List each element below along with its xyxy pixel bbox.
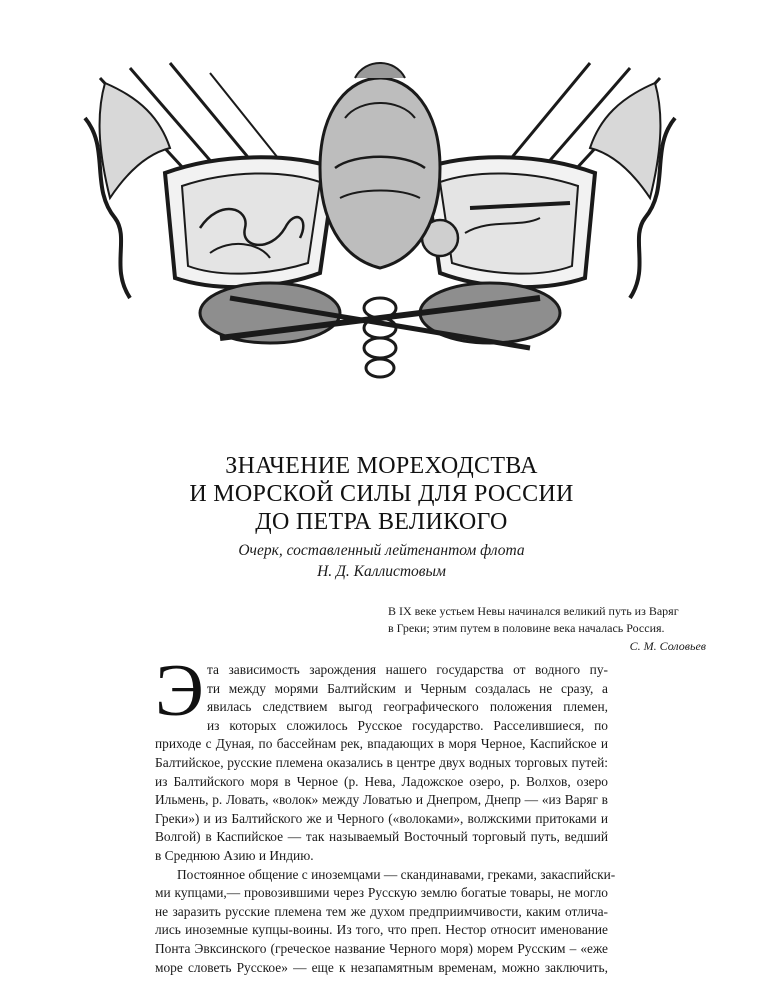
subtitle-line: Н. Д. Каллистовым: [317, 563, 446, 580]
epigraph-author: С. М. Соловьев: [629, 639, 706, 653]
text-line: Волгой) в Каспийское — так называемый Восточный торговый путь, ведший: [155, 829, 608, 845]
text-line: в Среднюю Азию и Индию.: [155, 847, 314, 863]
trophy-ornament-illustration: [70, 58, 690, 388]
drop-cap: Э: [155, 650, 204, 732]
text-line: Постоянное общение с иноземцами — скандинавами, греками, закаспийски-: [177, 866, 616, 882]
text-line: приходе с Дуная, по бассейнам рек, впадающих в моря Черное, Каспийское и: [155, 736, 608, 752]
body-text: [155, 661, 616, 977]
epigraph: [388, 603, 706, 655]
epigraph-line: в Греки; этим путем в половине века началась Россия.: [388, 620, 665, 635]
text-line: лись иноземные купцы-воины. Из того, что преп. Нестор относит именование: [155, 922, 608, 938]
chapter-subtitle: [0, 540, 763, 582]
text-line: Балтийское, русские племена оказались в центре двух водных торговых путей:: [155, 754, 608, 770]
text-line: из которых сложилось Русское государство. Расселившиеся, по: [207, 717, 608, 733]
text-line: та зависимость зарождения нашего государства от водного пу-: [207, 662, 608, 677]
text-line: Понта Эвксинского (греческое название Черного моря) морем Русским – «еже: [155, 940, 608, 956]
subtitle-line: Очерк, составленный лейтенантом флота: [238, 542, 525, 559]
title-line: ЗНАЧЕНИЕ МОРЕХОДСТВА: [225, 453, 538, 479]
text-line: Ильмень, р. Ловать, «волок» между Ловатью и Днепром, Днепр — «из Варяг в: [155, 792, 608, 808]
text-line: не заразить русские племена тем же духом предприимчивости, каким отлича-: [155, 903, 608, 919]
title-line: И МОРСКОЙ СИЛЫ ДЛЯ РОССИИ: [189, 481, 574, 507]
text-line: явилась следствием выгод географического положения племен,: [207, 699, 608, 715]
text-line: ми купцами,— провозившими через Русскую землю богатые товары, не могло: [155, 885, 608, 901]
text-line: ти между морями Балтийским и Черным создалась не сразу, а: [207, 680, 608, 696]
title-line: ДО ПЕТРА ВЕЛИКОГО: [255, 509, 508, 535]
text-line: море словеть Русское» — еще к незапамятным временам, можно заключить,: [155, 959, 608, 975]
chapter-title: [0, 452, 763, 536]
epigraph-line: В IX веке устьем Невы начинался великий путь из Варяг: [388, 604, 679, 618]
text-line: из Балтийского моря в Черное (р. Нева, Ладожское озеро, р. Волхов, озеро: [155, 773, 608, 789]
text-line: Греки») и из Балтийского же и Черного («волоками», волжскими притоками и: [155, 810, 608, 826]
